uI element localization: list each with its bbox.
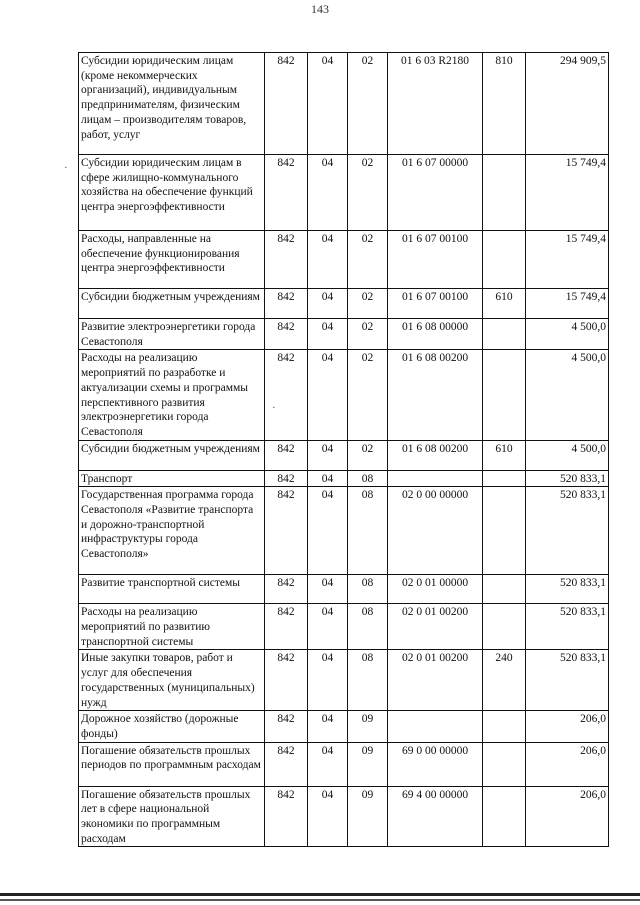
row-name: Расходы, направленные на обеспечение функционирования центра энергоэффективности	[79, 231, 265, 289]
row-section-code: 04	[308, 487, 348, 575]
row-name: Субсидии бюджетным учреждениям	[79, 440, 265, 470]
row-amount: 520 833,1	[526, 575, 609, 604]
row-ved-code: 842	[265, 155, 308, 231]
row-expense-type	[483, 319, 526, 350]
row-ved-code: 842	[265, 53, 308, 155]
row-ved-code: 842	[265, 487, 308, 575]
row-section-code: 04	[308, 650, 348, 711]
row-name: Иные закупки товаров, работ и услуг для обеспечения государственных (муниципальных) нужд	[79, 650, 265, 711]
row-target-article: 02 0 00 00000	[388, 487, 483, 575]
table-row	[79, 711, 609, 742]
row-ved-code: 842	[265, 470, 308, 487]
table-row	[79, 650, 609, 711]
row-subsection-code: 02	[348, 155, 388, 231]
row-expense-type: 810	[483, 53, 526, 155]
row-expense-type	[483, 470, 526, 487]
row-section-code: 04	[308, 786, 348, 847]
row-amount: 520 833,1	[526, 604, 609, 650]
row-subsection-code: 02	[348, 319, 388, 350]
row-ved-code: 842	[265, 231, 308, 289]
row-ved-code: 842	[265, 350, 308, 440]
row-ved-code: 842	[265, 440, 308, 470]
row-name: Расходы на реализацию мероприятий по развитию транспортной системы	[79, 604, 265, 650]
row-ved-code: 842	[265, 604, 308, 650]
bottom-scan-border	[0, 893, 640, 896]
row-expense-type	[483, 155, 526, 231]
row-subsection-code: 08	[348, 650, 388, 711]
row-target-article: 01 6 07 00000	[388, 155, 483, 231]
row-section-code: 04	[308, 319, 348, 350]
row-section-code: 04	[308, 155, 348, 231]
row-section-code: 04	[308, 350, 348, 440]
row-expense-type	[483, 575, 526, 604]
table-row	[79, 470, 609, 487]
row-subsection-code: 09	[348, 711, 388, 742]
table-row	[79, 487, 609, 575]
row-section-code: 04	[308, 711, 348, 742]
row-amount: 15 749,4	[526, 231, 609, 289]
row-section-code: 04	[308, 440, 348, 470]
table-row	[79, 53, 609, 155]
budget-table	[78, 52, 609, 847]
table-row	[79, 742, 609, 786]
row-section-code: 04	[308, 742, 348, 786]
row-target-article	[388, 470, 483, 487]
row-subsection-code: 08	[348, 575, 388, 604]
table-row	[79, 155, 609, 231]
row-expense-type	[483, 711, 526, 742]
row-section-code: 04	[308, 604, 348, 650]
row-ved-code: 842	[265, 711, 308, 742]
row-target-article: 01 6 07 00100	[388, 289, 483, 319]
row-name: Погашение обязательств прошлых лет в сфере национальной экономики по программным расходам	[79, 786, 265, 847]
row-amount: 294 909,5	[526, 53, 609, 155]
bottom-scan-border	[0, 899, 640, 901]
row-target-article: 02 0 01 00200	[388, 650, 483, 711]
row-amount: 4 500,0	[526, 350, 609, 440]
row-section-code: 04	[308, 231, 348, 289]
table-row	[79, 604, 609, 650]
row-target-article	[388, 711, 483, 742]
row-expense-type	[483, 231, 526, 289]
row-name: Развитие транспортной системы	[79, 575, 265, 604]
row-target-article: 01 6 03 R2180	[388, 53, 483, 155]
row-amount: 15 749,4	[526, 155, 609, 231]
row-amount: 520 833,1	[526, 487, 609, 575]
row-target-article: 01 6 08 00000	[388, 319, 483, 350]
row-subsection-code: 08	[348, 604, 388, 650]
row-name: Дорожное хозяйство (дорожные фонды)	[79, 711, 265, 742]
row-subsection-code: 02	[348, 350, 388, 440]
row-subsection-code: 02	[348, 440, 388, 470]
row-target-article: 02 0 01 00200	[388, 604, 483, 650]
table-row	[79, 575, 609, 604]
table-row	[79, 231, 609, 289]
row-ved-code: 842	[265, 289, 308, 319]
row-ved-code: 842	[265, 319, 308, 350]
margin-mark: ·	[64, 162, 68, 174]
page-number: 143	[311, 2, 329, 16]
table-row	[79, 440, 609, 470]
row-amount: 4 500,0	[526, 319, 609, 350]
row-expense-type	[483, 604, 526, 650]
row-expense-type: 240	[483, 650, 526, 711]
row-amount: 206,0	[526, 786, 609, 847]
row-name: Погашение обязательств прошлых периодов по программным расходам	[79, 742, 265, 786]
table-row	[79, 289, 609, 319]
row-expense-type	[483, 487, 526, 575]
row-name: Развитие электроэнергетики города Севастополя	[79, 319, 265, 350]
row-expense-type	[483, 742, 526, 786]
row-amount: 206,0	[526, 742, 609, 786]
row-target-article: 02 0 01 00000	[388, 575, 483, 604]
row-target-article: 69 0 00 00000	[388, 742, 483, 786]
row-target-article: 69 4 00 00000	[388, 786, 483, 847]
row-name: Субсидии юридическим лицам (кроме некоммерческих организаций), индивидуальным предпринимателям, физическим лицам – производителям товаров, работ, услуг	[79, 53, 265, 155]
row-subsection-code: 09	[348, 742, 388, 786]
row-ved-code: 842	[265, 575, 308, 604]
row-section-code: 04	[308, 470, 348, 487]
row-expense-type: 610	[483, 289, 526, 319]
row-ved-code: 842	[265, 786, 308, 847]
row-subsection-code: 08	[348, 470, 388, 487]
row-target-article: 01 6 07 00100	[388, 231, 483, 289]
row-subsection-code: 02	[348, 289, 388, 319]
row-section-code: 04	[308, 53, 348, 155]
row-expense-type: 610	[483, 440, 526, 470]
row-name: Государственная программа города Севастополя «Развитие транспорта и дорожно-транспортной инфраструктуры города Севастополя»	[79, 487, 265, 575]
row-subsection-code: 09	[348, 786, 388, 847]
row-section-code: 04	[308, 289, 348, 319]
table-row	[79, 319, 609, 350]
row-target-article: 01 6 08 00200	[388, 350, 483, 440]
row-expense-type	[483, 350, 526, 440]
row-amount: 520 833,1	[526, 650, 609, 711]
row-target-article: 01 6 08 00200	[388, 440, 483, 470]
margin-mark: ·	[272, 402, 276, 414]
row-expense-type	[483, 786, 526, 847]
row-subsection-code: 02	[348, 53, 388, 155]
table-row	[79, 786, 609, 847]
row-amount: 4 500,0	[526, 440, 609, 470]
row-ved-code: 842	[265, 742, 308, 786]
row-subsection-code: 08	[348, 487, 388, 575]
row-amount: 520 833,1	[526, 470, 609, 487]
row-amount: 206,0	[526, 711, 609, 742]
row-name: Расходы на реализацию мероприятий по разработке и актуализации схемы и программы перспективного развития электроэнергетики города Севастополя	[79, 350, 265, 440]
row-subsection-code: 02	[348, 231, 388, 289]
row-section-code: 04	[308, 575, 348, 604]
row-name: Субсидии юридическим лицам в сфере жилищно-коммунального хозяйства на обеспечение функций центра энергоэффективности	[79, 155, 265, 231]
row-ved-code: 842	[265, 650, 308, 711]
row-name: Транспорт	[79, 470, 265, 487]
row-name: Субсидии бюджетным учреждениям	[79, 289, 265, 319]
row-amount: 15 749,4	[526, 289, 609, 319]
table-row	[79, 350, 609, 440]
